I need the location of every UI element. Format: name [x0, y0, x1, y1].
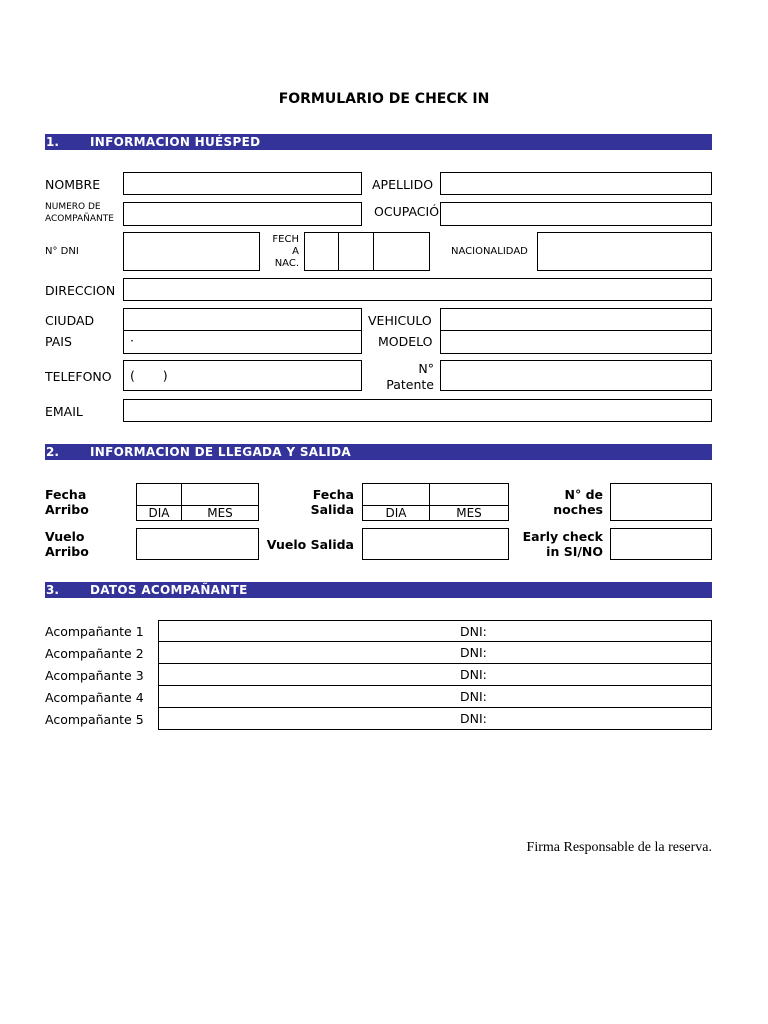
fecha-salida-label-1: Fecha: [312, 487, 354, 502]
fecha-salida-dia-label: DIA: [362, 505, 430, 521]
acompanante-1-dni: DNI:: [460, 624, 487, 639]
noches-label-2: noches: [553, 502, 603, 517]
early-check-label-2: in SI/NO: [546, 544, 603, 559]
section-3-title: DATOS ACOMPAÑANTE: [90, 583, 248, 597]
acompanante-4-label: Acompañante 4: [45, 690, 144, 705]
fecha-salida-mes-label: MES: [429, 505, 509, 521]
acompanante-4-dni: DNI:: [460, 689, 487, 704]
pais-label: PAIS: [45, 334, 72, 349]
section-2-header: [45, 444, 712, 460]
ocupacion-label: OCUPACIÓ: [374, 204, 440, 219]
noches-field[interactable]: [610, 483, 712, 521]
acompanante-3-dni: DNI:: [460, 667, 487, 682]
acompanante-5-field[interactable]: [158, 708, 712, 730]
fecha-arribo-label-2: Arribo: [45, 502, 89, 517]
modelo-label: MODELO: [378, 334, 433, 349]
dni-field[interactable]: [123, 232, 260, 271]
acompanante-3-field[interactable]: [158, 664, 712, 686]
fecha-arribo-dia-label: DIA: [136, 505, 182, 521]
modelo-field[interactable]: [440, 330, 712, 354]
numero-acompanante-field[interactable]: [123, 202, 362, 226]
acompanante-5-label: Acompañante 5: [45, 712, 144, 727]
fecha-nac-month-field[interactable]: [338, 232, 374, 271]
section-1-number: 1.: [46, 135, 59, 149]
fecha-nac-label-2: A: [292, 246, 299, 257]
fecha-salida-label-2: Salida: [310, 502, 354, 517]
telefono-field[interactable]: [123, 360, 362, 391]
acompanante-3-label: Acompañante 3: [45, 668, 144, 683]
apellido-label: APELLIDO: [372, 177, 434, 192]
telefono-label: TELEFONO: [45, 369, 112, 384]
section-3-header: [45, 582, 712, 598]
vuelo-salida-label: Vuelo Salida: [266, 537, 354, 552]
patente-field[interactable]: [440, 360, 712, 391]
signature-line: Firma Responsable de la reserva.: [526, 840, 712, 855]
patente-label-2: Patente: [386, 377, 434, 392]
acompanante-2-label: Acompañante 2: [45, 646, 144, 661]
acompanante-5-dni: DNI:: [460, 711, 487, 726]
nombre-field[interactable]: [123, 172, 362, 195]
acompanante-1-label: Acompañante 1: [45, 624, 144, 639]
dni-label: N° DNI: [45, 246, 79, 257]
fecha-salida-mes-field[interactable]: [429, 483, 509, 506]
vuelo-salida-field[interactable]: [362, 528, 509, 560]
fecha-nac-label-1: FECH: [272, 234, 299, 245]
apellido-field[interactable]: [440, 172, 712, 195]
fecha-nac-day-field[interactable]: [304, 232, 339, 271]
acompanante-4-field[interactable]: [158, 686, 712, 708]
fecha-arribo-dia-field[interactable]: [136, 483, 182, 506]
page-title: FORMULARIO DE CHECK IN: [278, 91, 490, 107]
telefono-value: ( ): [130, 368, 168, 383]
acompanante-2-dni: DNI:: [460, 645, 487, 660]
vehiculo-field[interactable]: [440, 308, 712, 331]
vuelo-arribo-label-2: Arribo: [45, 544, 89, 559]
early-check-field[interactable]: [610, 528, 712, 560]
ciudad-field[interactable]: [123, 308, 362, 331]
early-check-label-1: Early check: [522, 529, 603, 544]
noches-label-1: N° de: [564, 487, 603, 502]
nacionalidad-label: NACIONALIDAD: [451, 246, 528, 257]
ocupacion-field[interactable]: [440, 202, 712, 226]
acompanante-2-field[interactable]: [158, 642, 712, 664]
patente-label-1: N°: [418, 361, 434, 376]
section-1-header: [45, 134, 712, 150]
vehiculo-label: VEHICULO: [368, 313, 432, 328]
section-1-title: INFORMACION HUÉSPED: [90, 135, 261, 149]
acompanante-1-field[interactable]: [158, 620, 712, 642]
section-2-number: 2.: [46, 445, 59, 459]
pais-field[interactable]: [123, 330, 362, 354]
vuelo-arribo-field[interactable]: [136, 528, 259, 560]
fecha-nac-label-3: NAC.: [274, 258, 299, 269]
email-label: EMAIL: [45, 404, 83, 419]
nacionalidad-field[interactable]: [537, 232, 712, 271]
section-3-number: 3.: [46, 583, 59, 597]
fecha-arribo-label-1: Fecha: [45, 487, 87, 502]
fecha-arribo-mes-field[interactable]: [181, 483, 259, 506]
pais-value: ·: [130, 333, 134, 348]
numero-acompanante-label: NUMERO DE ACOMPAÑANTE: [45, 202, 114, 224]
direccion-label: DIRECCION: [45, 283, 116, 298]
nombre-label: NOMBRE: [45, 177, 101, 192]
section-2-title: INFORMACION DE LLEGADA Y SALIDA: [90, 445, 351, 459]
email-field[interactable]: [123, 399, 712, 422]
fecha-nac-year-field[interactable]: [373, 232, 430, 271]
direccion-field[interactable]: [123, 278, 712, 301]
fecha-arribo-mes-label: MES: [181, 505, 259, 521]
fecha-salida-dia-field[interactable]: [362, 483, 430, 506]
vuelo-arribo-label-1: Vuelo: [45, 529, 85, 544]
ciudad-label: CIUDAD: [45, 313, 95, 328]
